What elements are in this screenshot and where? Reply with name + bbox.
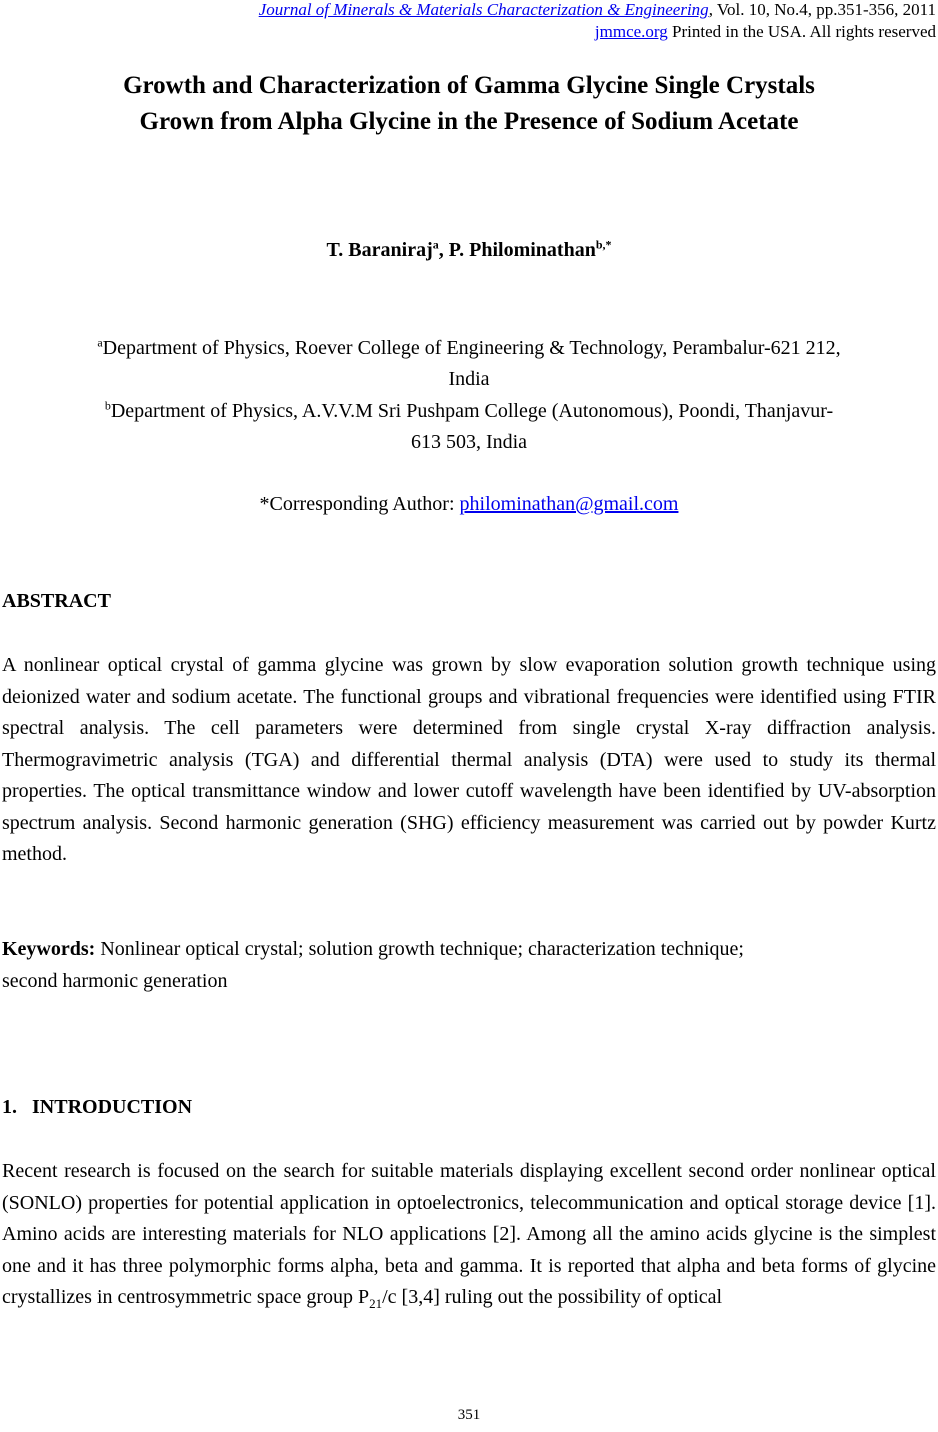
affiliation-a-text-2: India xyxy=(448,368,490,390)
rights-text: Printed in the USA. All rights reserved xyxy=(667,22,936,41)
journal-link[interactable]: Journal of Minerals & Materials Characterization & Engineering xyxy=(258,0,709,19)
affiliation-b xyxy=(0,396,938,458)
title-line-2: Grown from Alpha Glycine in the Presence of Sodium Acetate xyxy=(139,108,799,135)
corresponding-label: *Corresponding Author: xyxy=(259,493,460,515)
keywords-label: Keywords: xyxy=(2,938,96,960)
site-link[interactable]: jmmce.org xyxy=(594,22,668,41)
author-list xyxy=(0,236,938,264)
keywords-text-2: second harmonic generation xyxy=(2,969,228,992)
keywords-text: Nonlinear optical crystal; solution growth technique; characterization technique; xyxy=(95,938,744,960)
introduction-heading: 1. INTRODUCTION xyxy=(2,1096,193,1118)
corresponding-email-link[interactable]: philominathan@gmail.com xyxy=(459,493,679,515)
space-group-subscript: 21 xyxy=(369,1296,383,1311)
introduction-text-2: /c [3,4] ruling out the possibility of optical xyxy=(382,1286,723,1308)
title-line-1: Growth and Characterization of Gamma Glycine Single Crystals xyxy=(123,72,815,99)
affiliation-a-text: Department of Physics, Roever College of Engineering & Technology, Perambalur-621 212, xyxy=(102,337,841,359)
affiliation-a xyxy=(0,333,938,395)
author-1-affiliation-mark: a xyxy=(432,237,439,252)
corresponding-author xyxy=(0,490,938,518)
affiliation-b-text-2: 613 503, India xyxy=(410,431,528,453)
introduction-text-1: Recent research is focused on the search for suitable materials displaying excellent second order nonlinear optical (SONLO) properties for potential application in optoelectronics, telecommunication and optical storage device [1]. Amino acids are interesting materials for NLO applications [2]. Among all the amino acids glycine is the simplest one and it has three polymorphic forms alpha, beta and gamma. It is reported that alpha and beta forms of glycine crystallizes in centrosymmetric space group P xyxy=(2,1160,936,1308)
abstract-heading: ABSTRACT xyxy=(2,590,111,612)
introduction-body xyxy=(2,1156,936,1314)
site-header-line xyxy=(595,22,936,42)
keywords xyxy=(2,934,936,997)
author-2-affiliation-mark: b,* xyxy=(595,237,612,252)
author-separator: , xyxy=(438,239,449,261)
abstract-body: A nonlinear optical crystal of gamma glycine was grown by slow evaporation solution growth technique using deionized water and sodium acetate. The functional groups and vibrational frequencies were identified using FTIR spectral analysis. The cell parameters were determined from single crystal X-ray diffraction analysis. Thermogravimetric analysis (TGA) and differential thermal analysis (DTA) were used to study its thermal properties. The optical transmittance window and lower cutoff wavelength have been identified by UV-absorption spectrum analysis. Second harmonic generation (SHG) efficiency measurement was carried out by powder Kurtz method. xyxy=(2,654,936,865)
journal-info: , Vol. 10, No.4, pp.351-356, 2011 xyxy=(708,0,936,19)
affiliation-a-mark: a xyxy=(97,335,103,350)
paper-title xyxy=(0,68,938,140)
author-2: P. Philominathan xyxy=(448,239,596,261)
affiliation-b-mark: b xyxy=(104,398,111,413)
author-1: T. Baraniraj xyxy=(326,239,433,261)
journal-header-line xyxy=(259,0,936,20)
page-number: 351 xyxy=(457,1407,481,1423)
affiliation-b-text: Department of Physics, A.V.V.M Sri Pushpam College (Autonomous), Poondi, Thanjavur- xyxy=(110,400,834,422)
